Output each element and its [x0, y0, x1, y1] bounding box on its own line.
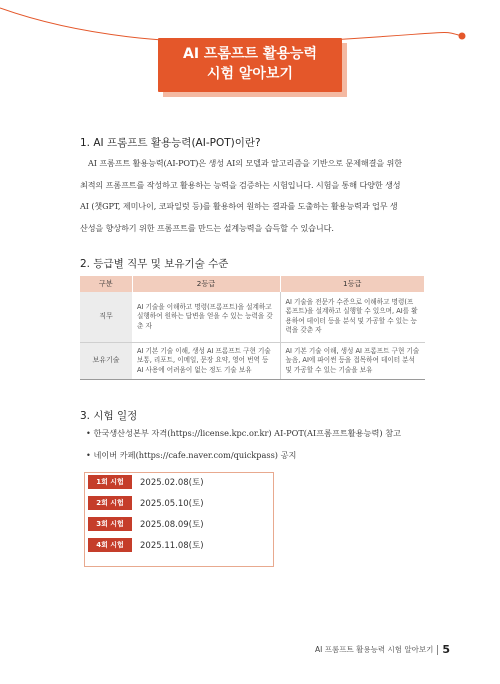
section-1-paragraph	[80, 153, 424, 239]
exam-date: 2025.05.10(토)	[140, 499, 204, 509]
round-badge: 3회 시험	[88, 517, 132, 531]
title-line-1: AI 프롬프트 활용능력	[183, 46, 317, 62]
exam-date: 2025.08.09(토)	[140, 520, 204, 530]
page-footer	[315, 643, 450, 656]
table-row	[80, 292, 425, 342]
page-title	[158, 38, 342, 92]
grade-table	[80, 276, 425, 380]
title-line-2: 시험 알아보기	[206, 66, 294, 82]
page-number: 5	[442, 643, 450, 656]
table-cell: AI 기술을 전문가 수준으로 이해하고 명령(프롬프트)을 설계하고 실행할 수 있으며, AI를 활용하여 데이터 등을 분석 및 가공할 수 있는 능력을 갖춘 자	[280, 292, 425, 342]
table-header-row	[80, 276, 425, 292]
table-cell: AI 기본 기술 이해, 생성 AI 프롬프트 구현 기술 높음, AI에 파이썬 등을 접목하여 데이터 분석 및 가공할 수 있는 기술을 보유	[280, 342, 425, 380]
exam-date: 2025.02.08(토)	[140, 478, 204, 488]
table-header: 1등급	[280, 276, 425, 292]
section-1-heading: 1. AI 프롬프트 활용능력(AI-POT)이란?	[80, 137, 261, 149]
round-badge: 2회 시험	[88, 496, 132, 510]
schedule-row	[88, 517, 204, 531]
row-label: 보유기술	[80, 342, 132, 380]
table-cell: AI 기본 기술 이해, 생성 AI 프롬프트 구현 기술 보통, 리포트, 이메일, 문장 요약, 영어 번역 등 AI 사용에 어려움이 없는 정도 기술 보유	[132, 342, 280, 380]
bullet-item: • 네이버 카페(https://cafe.naver.com/quickpass) 공지	[86, 450, 296, 461]
bullet-item: • 한국생산성본부 자격(https://license.kpc.or.kr) AI-POT(AI프롬프트활용능력) 참고	[86, 428, 401, 439]
table-header: 2등급	[132, 276, 280, 292]
table-header: 구분	[80, 276, 132, 292]
table-row	[80, 342, 425, 380]
footer-divider	[437, 645, 438, 655]
section-3-heading: 3. 시험 일정	[80, 410, 138, 422]
paragraph-line: AI 프롬프트 활용능력(AI-POT)은 생성 AI의 모델과 알고리즘을 기반으로 문제해결을 위한	[88, 158, 402, 168]
table-cell: AI 기술을 이해하고 명령(프롬프트)을 설계하고 실행하여 원하는 답변을 얻을 수 있는 능력을 갖춘 자	[132, 292, 280, 342]
section-2-heading: 2. 등급별 직무 및 보유기술 수준	[80, 258, 229, 270]
row-label: 직무	[80, 292, 132, 342]
schedule-row	[88, 475, 204, 489]
paragraph-line: 산성을 향상하기 위한 프롬프트를 만드는 설계능력을 습득할 수 있습니다.	[80, 222, 334, 233]
paragraph-line: 최적의 프롬프트를 작성하고 활용하는 능력을 검증하는 시험입니다. 시험을 통해 다양한 생성	[80, 179, 401, 190]
schedule-row	[88, 538, 204, 552]
round-badge: 1회 시험	[88, 475, 132, 489]
exam-date: 2025.11.08(토)	[140, 541, 204, 551]
round-badge: 4회 시험	[88, 538, 132, 552]
schedule-row	[88, 496, 204, 510]
paragraph-line: AI (챗GPT, 제미나이, 코파일럿 등)를 활용하여 원하는 결과를 도출하는 활용능력과 업무 생	[80, 201, 398, 211]
footer-title: AI 프롬프트 활용능력 시험 알아보기	[315, 645, 434, 654]
